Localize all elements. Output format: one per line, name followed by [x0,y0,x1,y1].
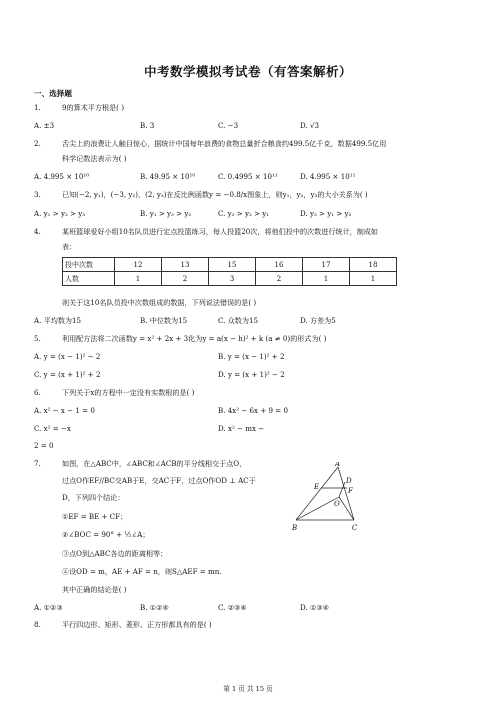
question-number: 4. [34,227,41,236]
side-ab [296,467,338,520]
question-stem: 下列关于x的方程中一定没有实数根的是( ) [62,388,195,397]
option-a: A. y = (x − 1)² − 2 [34,352,101,361]
question-number: 2. [34,139,41,148]
question-stem-cont: 科学记数法表示为( ) [62,154,127,163]
question-stem: 利用配方法将二次函数y = x² + 2x + 3化为y = a(x − h)² + k (a ≠ 0)的形式为( ) [62,334,327,343]
point-label-o: O [334,500,340,508]
option-b: B. 3 [140,121,155,130]
conclusion-4: ④设OD = m，AE + AF = n，则S△AEF = mn. [62,567,222,576]
question-stem: 已知(−2, y₁)，(−3, y₂)，(2, y₃)在反比例函数y = −0.8/x图象上，则y₁，y₂，y₃的大小关系为( ) [62,190,368,199]
option-c: C. ②③④ [218,603,247,612]
question-stem-cont: 过点O作EF//BC交AB于E，交AC于F，过点O作OD ⊥ AC于 [62,476,256,485]
conclusion-3: ③点O到△ABC各边的距离相等； [62,549,168,558]
table-cell: 16 [256,258,303,272]
option-d: D. √3 [300,121,319,130]
triangle-figure [290,462,380,532]
option-c: C. y = (x + 1)² + 2 [34,370,101,379]
option-d: D. 方差为5 [300,316,336,325]
page-footer: 第 1 页 共 15 页 [223,685,273,693]
option-d: D. ①③④ [300,603,330,612]
table-cell: 2 [162,272,209,286]
bisector-c [339,497,354,520]
question-followup: 其中正确的结论是( ) [62,585,127,594]
table-row [63,272,397,286]
table-cell: 1 [350,272,397,286]
vertex-label-b: B [292,524,298,532]
option-b: B. y = (x − 1)² + 2 [218,352,285,361]
table-row [63,258,397,272]
option-b: B. ①②④ [140,603,169,612]
question-stem: 如图，在△ABC中，∠ABC和∠ACB的平分线相交于点O， [62,459,247,468]
point-label-d: D [346,477,352,485]
table-cell: 人数 [63,272,115,286]
segment-od [339,482,345,497]
table-cell: 18 [350,258,397,272]
table-cell: 17 [303,258,350,272]
option-b: B. y₁ > y₃ > y₂ [140,209,192,218]
option-a: A. 平均数为15 [34,316,82,325]
table-cell: 1 [115,272,162,286]
question-number: 3. [34,190,41,199]
table-cell: 13 [162,258,209,272]
section-heading: 一、选择题 [34,89,72,98]
option-c: C. −3 [218,121,239,130]
option-d: D. y = (x + 1)² − 2 [218,370,285,379]
option-a: A. ±3 [34,121,55,130]
option-a: A. y₁ > y₂ > y₃ [34,209,86,218]
question-stem: 9的算术平方根是( ) [62,103,124,112]
option-b: B. 49.95 × 10¹⁰ [140,172,196,181]
question-stem: 某班篮球爱好小组10名队员进行定点投篮练习，每人投篮20次，将他们投中的次数进行统计，制成如 [62,227,378,236]
question-stem: 平行四边形、矩形、菱形、正方形都具有的是( ) [62,620,212,629]
option-d: D. x² − mx − [218,424,265,433]
question-number: 1. [34,103,41,112]
option-d: D. y₃ > y₁ > y₂ [300,209,352,218]
option-b: B. 4x² − 6x + 9 = 0 [218,406,288,415]
question-number: 6. [34,388,41,397]
conclusion-2: ②∠BOC = 90° + ½∠A； [62,530,150,539]
option-d: D. 4.995 × 10¹¹ [300,172,356,181]
vertex-label-c: C [352,524,358,532]
question-followup: 则关于这10名队员投中次数组成的数据，下列说法错误的是( ) [62,298,257,307]
option-a: A. ①②③ [34,603,63,612]
bisector-b [296,497,339,520]
option-d-wrap: 2 = 0 [34,441,54,450]
option-c: C. 众数为15 [218,316,258,325]
table-cell: 3 [209,272,256,286]
table-cell: 15 [209,258,256,272]
question-number: 7. [34,459,41,468]
question-stem: 舌尖上的浪费让人触目惊心，据统计中国每年浪费的食物总量折合粮食约499.5亿千克，数据499.5亿用 [62,139,387,148]
page-title: 中考数学模拟考试卷（有答案解析） [143,64,352,79]
vertex-label-a: A [335,462,341,468]
point-label-f: F [348,487,353,495]
option-c: C. x² = −x [34,424,71,433]
question-number: 5. [34,334,41,343]
option-c: C. y₃ > y₂ > y₁ [218,209,270,218]
option-c: C. 0.4995 × 10¹¹ [218,172,278,181]
question-stem-cont: D，下列四个结论： [62,493,125,502]
question-stem-cont: 表： [62,242,77,251]
conclusion-1: ①EF = BE + CF； [62,512,128,521]
table-cell: 2 [256,272,303,286]
point-label-e: E [314,483,320,491]
option-b: B. 中位数为15 [140,316,188,325]
data-table [62,257,397,286]
table-cell: 12 [115,258,162,272]
option-a: A. 4.995 × 10¹⁰ [34,172,90,181]
option-a: A. x² − x − 1 = 0 [34,406,95,415]
question-number: 8. [34,620,41,629]
table-cell: 投中次数 [63,258,115,272]
table-cell: 1 [303,272,350,286]
